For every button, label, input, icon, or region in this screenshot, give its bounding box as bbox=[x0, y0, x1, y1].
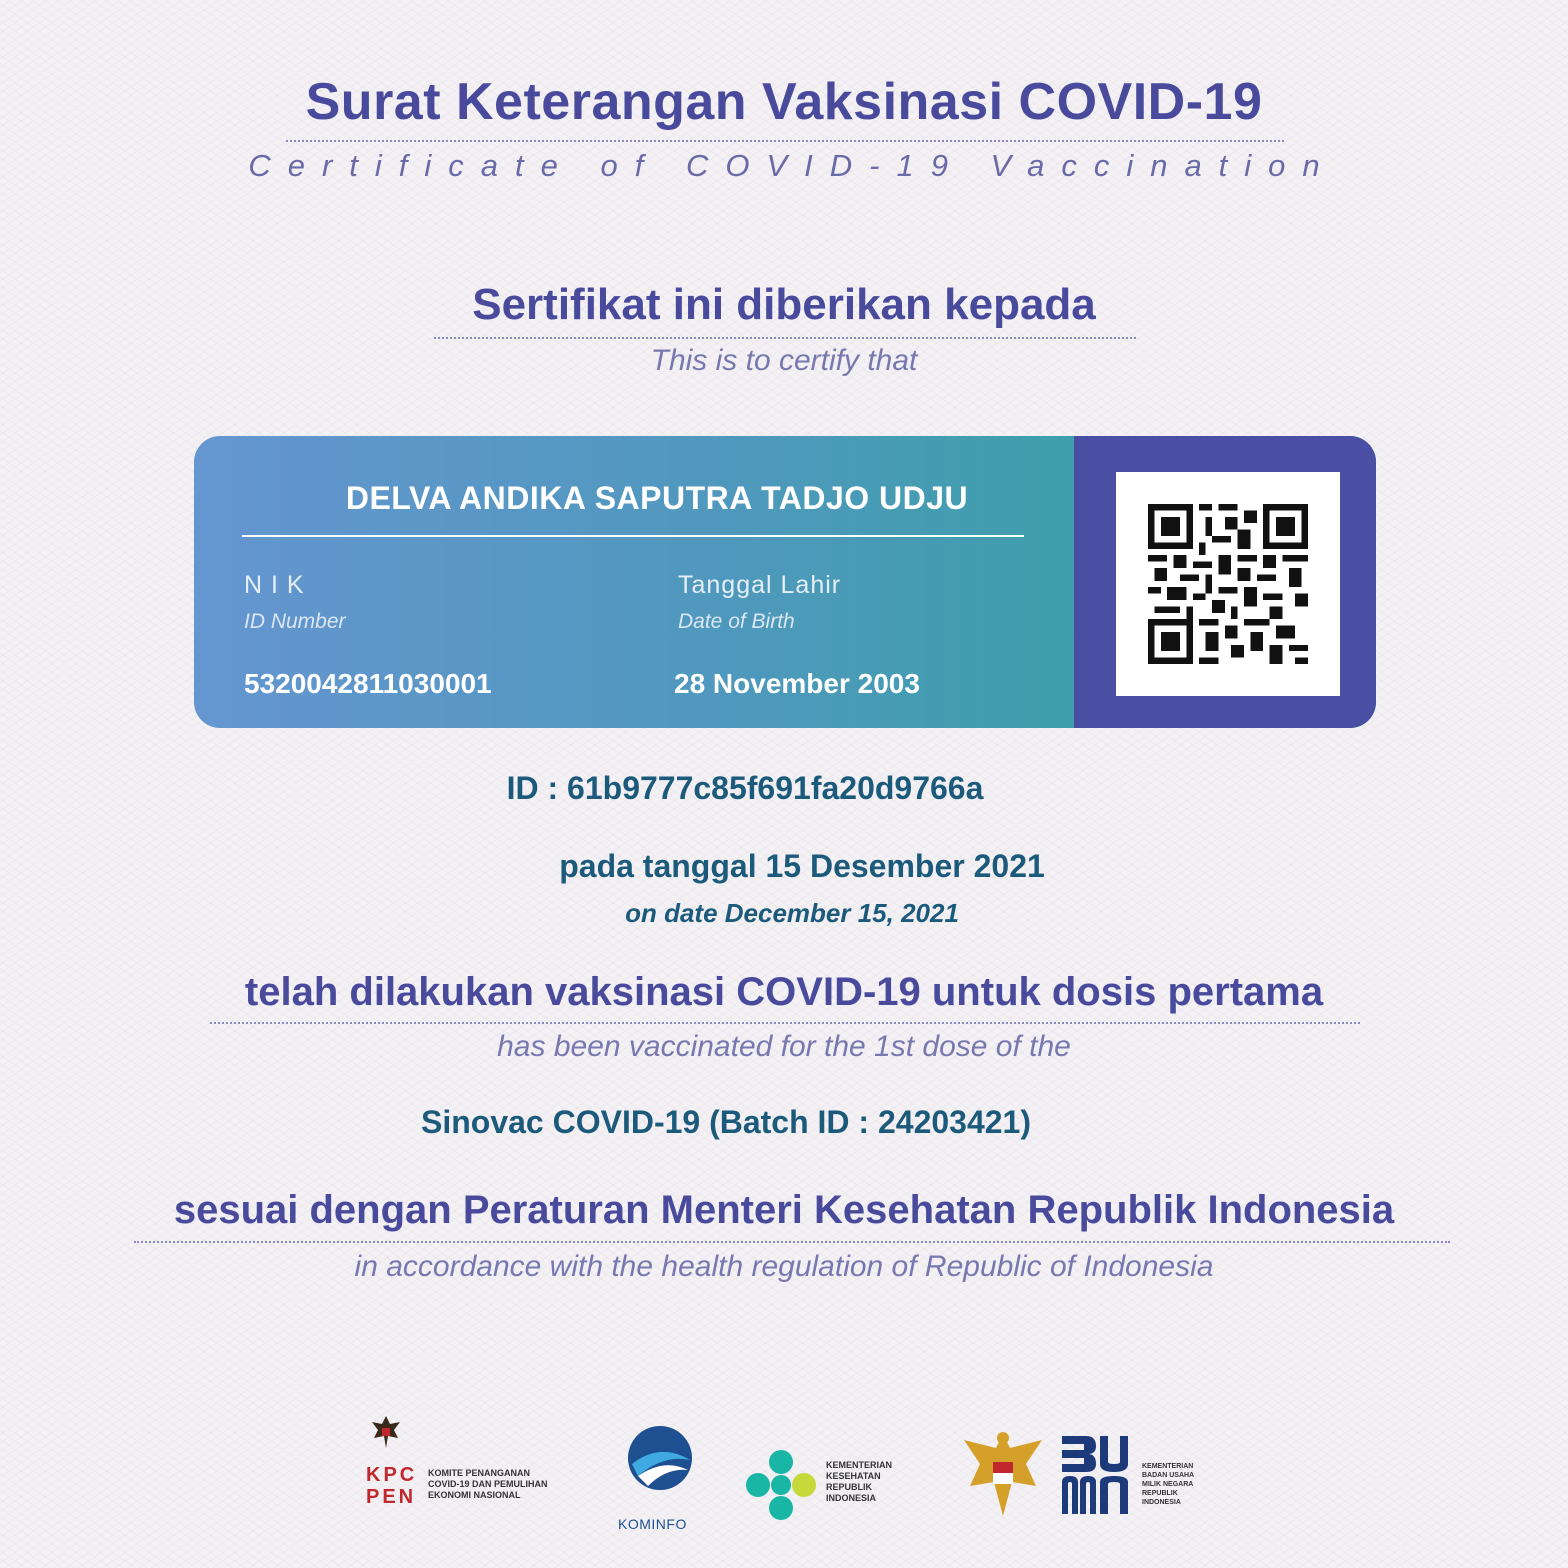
regulation-divider bbox=[134, 1241, 1450, 1243]
kpcpen-mark-top: KPC bbox=[366, 1464, 418, 1486]
kemenkes-line4: INDONESIA bbox=[826, 1493, 877, 1503]
kominfo-logo bbox=[612, 1424, 712, 1534]
vaccination-date-en: on date December 15, 2021 bbox=[625, 898, 959, 928]
dob-label: Tanggal Lahir bbox=[678, 571, 842, 599]
vaccination-divider bbox=[210, 1022, 1360, 1024]
kpcpen-line3: EKONOMI NASIONAL bbox=[428, 1490, 521, 1500]
kpcpen-line1: KOMITE PENANGANAN bbox=[428, 1468, 531, 1478]
kemenkes-line2: KESEHATAN bbox=[826, 1471, 881, 1481]
certify-divider bbox=[434, 337, 1136, 339]
garuda-pancasila-icon bbox=[960, 1428, 1046, 1522]
kpcpen-logo bbox=[362, 1412, 582, 1542]
qr-code-icon bbox=[1148, 504, 1308, 664]
nik-value: 5320042811030001 bbox=[244, 668, 492, 699]
kemenkes-line3: REPUBLIK bbox=[826, 1482, 873, 1492]
garuda-small-icon bbox=[370, 1414, 402, 1452]
kemenkes-logo bbox=[744, 1448, 924, 1528]
nik-label-en: ID Number bbox=[244, 610, 346, 633]
vaccination-statement: telah dilakukan vaksinasi COVID-19 untuk dosis pertama bbox=[244, 970, 1324, 1014]
bumn-logo bbox=[1058, 1432, 1218, 1522]
nik-label: N I K bbox=[244, 571, 305, 599]
bumn-mark-icon bbox=[1058, 1432, 1134, 1518]
certificate-id: ID : 61b9777c85f691fa20d9766a bbox=[506, 770, 984, 806]
dob-value: 28 November 2003 bbox=[674, 668, 920, 699]
vaccination-statement-en: has been vaccinated for the 1st dose of the bbox=[497, 1030, 1071, 1063]
vaccination-date: pada tanggal 15 Desember 2021 bbox=[559, 848, 1045, 884]
kominfo-label: KOMINFO bbox=[618, 1516, 687, 1532]
bumn-line2: BADAN USAHA bbox=[1142, 1472, 1195, 1479]
bumn-line5: INDONESIA bbox=[1142, 1499, 1181, 1506]
bumn-line1: KEMENTERIAN bbox=[1142, 1463, 1194, 1470]
certificate-subtitle: Certificate of COVID-19 Vaccination bbox=[248, 148, 1337, 183]
bumn-line4: REPUBLIK bbox=[1142, 1490, 1178, 1497]
name-divider bbox=[242, 535, 1024, 537]
certify-subheading: This is to certify that bbox=[650, 344, 918, 377]
vaccine-batch: Sinovac COVID-19 (Batch ID : 24203421) bbox=[420, 1104, 1031, 1140]
qr-panel bbox=[1074, 436, 1376, 728]
title-divider bbox=[286, 140, 1284, 142]
holder-card bbox=[194, 436, 1376, 728]
bumn-line3: MILIK NEGARA bbox=[1142, 1481, 1194, 1488]
kpcpen-line2: COVID-19 DAN PEMULIHAN bbox=[428, 1479, 548, 1489]
dob-label-en: Date of Birth bbox=[678, 610, 795, 633]
regulation-statement: sesuai dengan Peraturan Menteri Kesehatan Republik Indonesia bbox=[173, 1188, 1395, 1232]
kominfo-emblem-icon bbox=[624, 1424, 696, 1492]
holder-name: DELVA ANDIKA SAPUTRA TADJO UDJU bbox=[345, 480, 969, 516]
qr-code[interactable] bbox=[1116, 472, 1340, 696]
garuda-logo bbox=[960, 1428, 1050, 1528]
certificate-title: Surat Keterangan Vaksinasi COVID-19 bbox=[305, 73, 1263, 131]
kemenkes-line1: KEMENTERIAN bbox=[826, 1460, 893, 1470]
certify-heading: Sertifikat ini diberikan kepada bbox=[472, 280, 1096, 329]
kemenkes-leaf-icon bbox=[744, 1448, 818, 1522]
regulation-statement-en: in accordance with the health regulation of Republic of Indonesia bbox=[354, 1250, 1214, 1283]
kpcpen-mark-bottom: PEN bbox=[366, 1486, 417, 1508]
